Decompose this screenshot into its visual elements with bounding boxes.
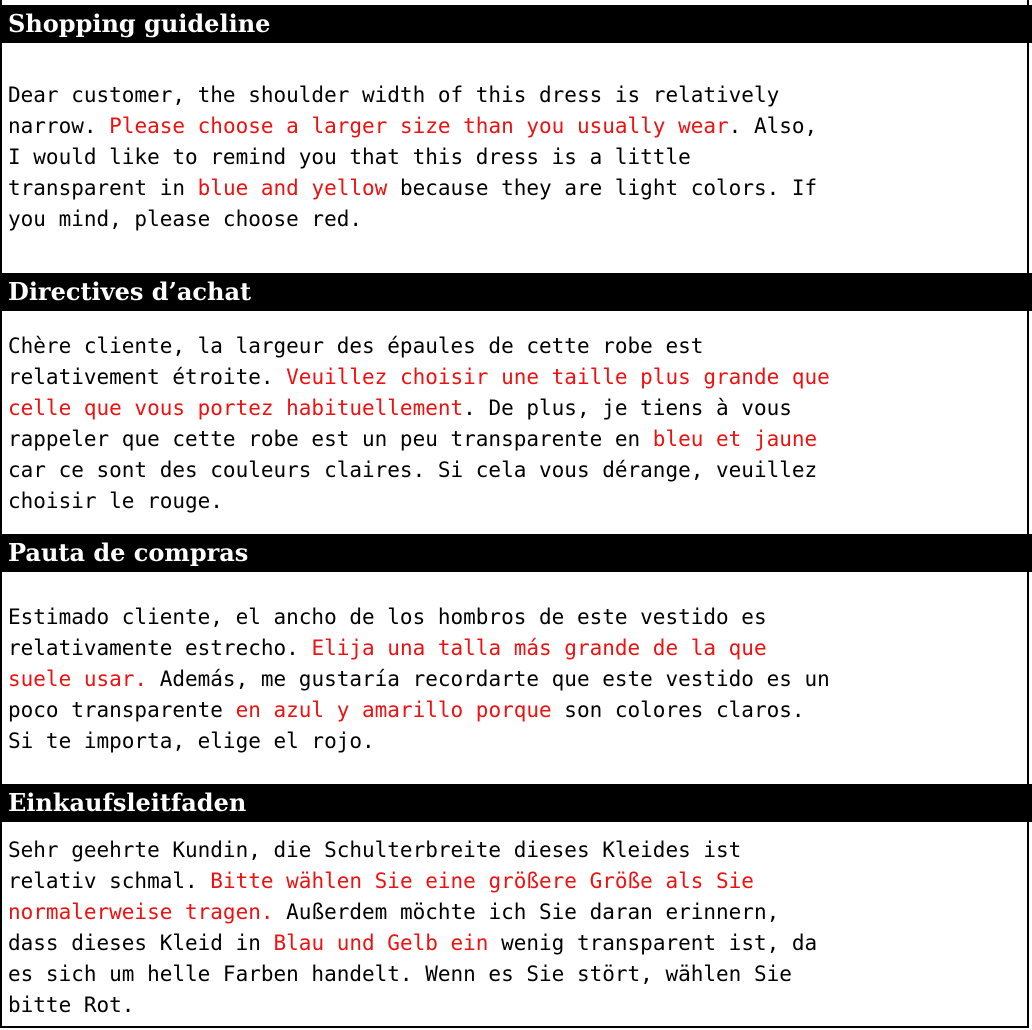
section-body-german xyxy=(8,835,1026,1021)
body-text: Außerdem möchte ich Sie daran erinnern, dass dieses Kleid in xyxy=(8,900,780,955)
body-text: son colores claros. Si te importa, elige el rojo. xyxy=(8,698,805,753)
section-body-french xyxy=(8,331,1026,517)
highlighted-text: blue and yellow xyxy=(197,176,388,200)
section-header-english: Shopping guideline xyxy=(0,5,1032,43)
body-text: because they are light colors. If you mind, please choose red. xyxy=(8,176,818,231)
section-body-english xyxy=(8,80,1026,235)
highlighted-text: bleu et jaune xyxy=(652,427,818,451)
highlighted-text: en azul y amarillo porque xyxy=(235,698,552,722)
body-text: Dear customer, the shoulder width of this dress is relatively narrow. xyxy=(8,83,780,138)
body-text: Sehr geehrte Kundin, die Schulterbreite dieses Kleides ist relativ schmal. xyxy=(8,838,742,893)
body-text: Chère cliente, la largeur des épaules de cette robe est relativement étroite. xyxy=(8,334,704,389)
highlighted-text: Blau und Gelb ein xyxy=(273,931,489,955)
body-text: . Also, I would like to remind you that this dress is a little transparent in xyxy=(8,114,818,200)
highlighted-text: Bitte wählen Sie eine größere Größe als Sie normalerweise tragen. xyxy=(8,869,754,924)
section-header-german: Einkaufsleitfaden xyxy=(0,784,1032,822)
body-text: car ce sont des couleurs claires. Si cela vous dérange, veuillez choisir le rouge. xyxy=(8,458,818,513)
body-text: Además, me gustaría recordarte que este vestido es un poco transparente xyxy=(8,667,830,722)
highlighted-text: Please choose a larger size than you usually wear xyxy=(109,114,729,138)
body-text: Estimado cliente, el ancho de los hombros de este vestido es relativamente estrecho. xyxy=(8,605,767,660)
section-header-french: Directives d’achat xyxy=(0,273,1032,311)
highlighted-text: Elija una talla más grande de la que suele usar. xyxy=(8,636,767,691)
highlighted-text: Veuillez choisir une taille plus grande que celle que vous portez habituellement xyxy=(8,365,830,420)
section-header-spanish: Pauta de compras xyxy=(0,534,1032,572)
body-text: . De plus, je tiens à vous rappeler que cette robe est un peu transparente en xyxy=(8,396,792,451)
body-text: wenig transparent ist, da es sich um helle Farben handelt. Wenn es Sie stört, wählen Sie bitte Rot. xyxy=(8,931,818,1017)
section-body-spanish xyxy=(8,602,1026,757)
